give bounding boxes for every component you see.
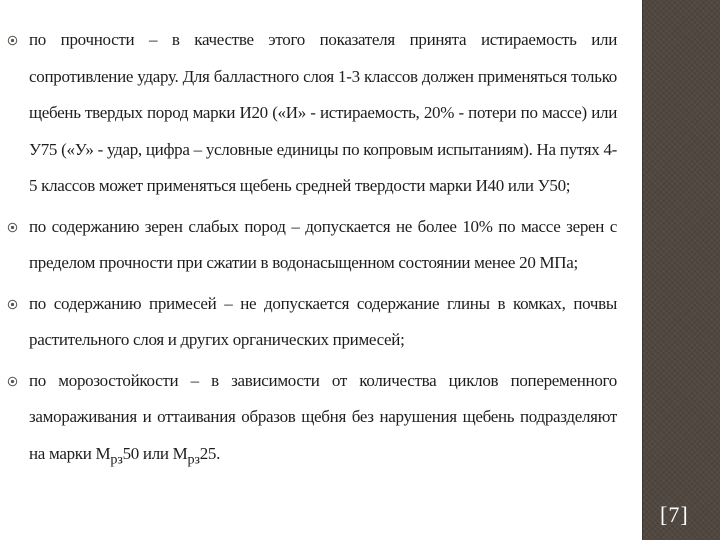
bullet-marker-icon xyxy=(7,376,18,387)
slide-number: [7] xyxy=(660,502,689,527)
bullet-marker-icon xyxy=(7,299,18,310)
bullet-strength xyxy=(0,22,642,205)
decorative-sidebar xyxy=(642,0,720,540)
bullet-marker-icon xyxy=(7,222,18,233)
bullet-text: по содержанию примесей – не допускается содержание глины в комках, почвы растительного слоя и других органических примесей; xyxy=(29,293,617,349)
bullet-weak-grains xyxy=(0,209,642,282)
bullet-list xyxy=(0,22,642,481)
bullet-text: по морозостойкости – в зависимости от количества циклов попеременного замораживания и оттаивания образов щебня без нарушения щебень подразделяют на марки $М_{рз}50$ или $М_{рз}25$. xyxy=(29,370,617,467)
subscript: рз xyxy=(110,450,123,467)
bullet-text: по содержанию зерен слабых пород – допускается не более 10% по массе зерен с пределом прочности при сжатии в водонасыщенном состоянии менее 20 МПа; xyxy=(29,216,617,272)
bullet-frost-resistance xyxy=(0,363,642,478)
bullet-text: по прочности – в качестве этого показателя принята истираемость или сопротивление удару. Для балластного слоя 1-3 классов должен применяться только щебень твердых пород марки И20 («И» - истираемость, 20% - потери по массе) или У75 («У» - удар, цифра – условные единицы по копровым испытаниям). На путях 4-5 классов может применяться щебень средней твердости марки И40 или У50; xyxy=(29,30,617,195)
bullet-marker-icon xyxy=(7,35,18,46)
subscript: рз xyxy=(187,450,200,467)
bullet-impurities xyxy=(0,286,642,359)
